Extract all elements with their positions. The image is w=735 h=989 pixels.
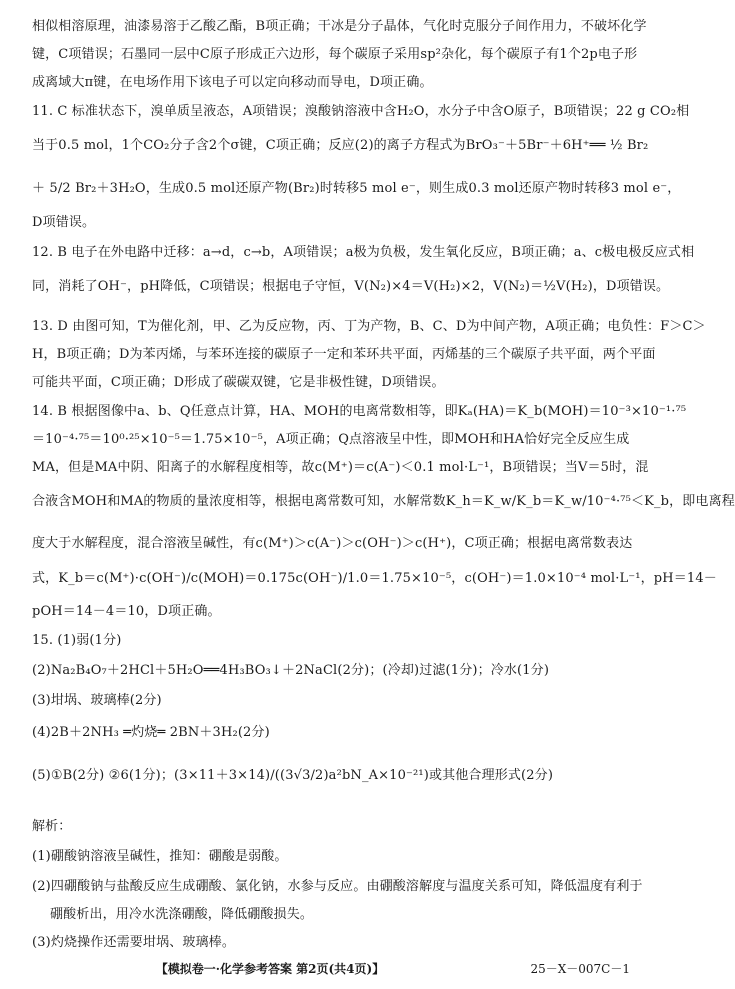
text-line: 合液含MOH和MA的物质的量浓度相等，根据电离常数可知，水解常数K_h＝K_w/K_b＝K_w/10⁻⁴·⁷⁵＜K_b，即电离程 (32, 494, 735, 509)
text-line: 可能共平面，C项正确；D形成了碳碳双键，它是非极性键，D项错误。 (32, 375, 445, 390)
text-line: 12. B 电子在外电路中迁移：a→d，c→b，A项错误；a极为负极，发生氧化反应，B项正确；a、c极电极反应式相 (32, 245, 695, 260)
text-line: 解析： (32, 819, 72, 834)
text-line: (2)Na₂B₄O₇＋2HCl＋5H₂O══4H₃BO₃↓＋2NaCl(2分)；(冷却)过滤(1分)；冷水(1分) (32, 663, 550, 678)
text-line: (4)2B＋2NH₃ ═灼烧═ 2BN＋3H₂(2分) (32, 725, 270, 740)
footer-title: 【模拟卷一·化学参考答案 第2页(共4页)】 (155, 962, 385, 976)
text-line: pOH＝14－4＝10，D项正确。 (32, 604, 221, 619)
text-line: 当于0.5 mol，1个CO₂分子含2个σ键，C项正确；反应(2)的离子方程式为BrO₃⁻＋5Br⁻＋6H⁺══ ½ Br₂ (32, 138, 649, 153)
text-line: ＋ 5/2 Br₂＋3H₂O，生成0.5 mol还原产物(Br₂)时转移5 mol e⁻，则生成0.3 mol还原产物时转移3 mol e⁻， (32, 181, 681, 196)
text-line: H，B项正确；D为苯丙烯，与苯环连接的碳原子一定和苯环共平面，丙烯基的三个碳原子共平面，两个平面 (32, 347, 656, 362)
text-line: 13. D 由图可知，T为催化剂，甲、乙为反应物，丙、丁为产物，B、C、D为中间产物，A项正确；电负性：F＞C＞ (32, 319, 706, 334)
text-line: 度大于水解程度，混合溶液呈碱性，有c(M⁺)＞c(A⁻)＞c(OH⁻)＞c(H⁺)，C项正确；根据电离常数表达 (32, 536, 633, 551)
text-line: (1)硼酸钠溶液呈碱性，推知：硼酸是弱酸。 (32, 849, 288, 864)
text-line: 14. B 根据图像中a、b、Q任意点计算，HA、MOH的电离常数相等，即Kₐ(HA)＝K_b(MOH)＝10⁻³×10⁻¹·⁷⁵ (32, 404, 687, 419)
text-line: (5)①B(2分) ②6(1分)；(3×11＋3×14)/((3√3/2)a²bN_A×10⁻²¹)或其他合理形式(2分) (32, 768, 554, 783)
text-line: (3)灼烧操作还需要坩埚、玻璃棒。 (32, 935, 235, 950)
text-line: D项错误。 (32, 215, 96, 230)
text-line: 15. (1)弱(1分) (32, 633, 122, 648)
text-line: MA，但是MA中阴、阳离子的水解程度相等，故c(M⁺)＝c(A⁻)＜0.1 mol·L⁻¹，B项错误；当V＝5时，混 (32, 460, 649, 475)
text-line: 同，消耗了OH⁻，pH降低，C项错误；根据电子守恒，V(N₂)×4＝V(H₂)×2，V(N₂)＝½V(H₂)，D项错误。 (32, 279, 670, 294)
page-footer (0, 960, 648, 978)
text-line: 硼酸析出，用冷水洗涤硼酸，降低硼酸损失。 (50, 907, 314, 922)
text-line: 式，K_b＝c(M⁺)·c(OH⁻)/c(MOH)＝0.175c(OH⁻)/1.0＝1.75×10⁻⁵，c(OH⁻)＝1.0×10⁻⁴ mol·L⁻¹，pH＝14－ (32, 571, 717, 586)
text-line: (3)坩埚、玻璃棒(2分) (32, 693, 162, 708)
text-line: 11. C 标准状态下，溴单质呈液态，A项错误；溴酸钠溶液中含H₂O，水分子中含O原子，B项错误；22 g CO₂相 (32, 104, 690, 119)
text-line: ＝10⁻⁴·⁷⁵＝10⁰·²⁵×10⁻⁵＝1.75×10⁻⁵，A项正确；Q点溶液呈中性，即MOH和HA恰好完全反应生成 (32, 432, 630, 447)
footer-code: 25－X－007C－1 (530, 962, 630, 976)
text-line: 成离域大π键，在电场作用下该电子可以定向移动而导电，D项正确。 (32, 75, 433, 90)
text-line: 键，C项错误；石墨同一层中C原子形成正六边形，每个碳原子采用sp²杂化，每个碳原子有1个2p电子形 (32, 47, 638, 62)
text-line: 相似相溶原理，油漆易溶于乙酸乙酯，B项正确；干冰是分子晶体，气化时克服分子间作用力，不破坏化学 (32, 19, 647, 34)
text-line: (2)四硼酸钠与盐酸反应生成硼酸、氯化钠，水参与反应。由硼酸溶解度与温度关系可知，降低温度有利于 (32, 879, 643, 894)
